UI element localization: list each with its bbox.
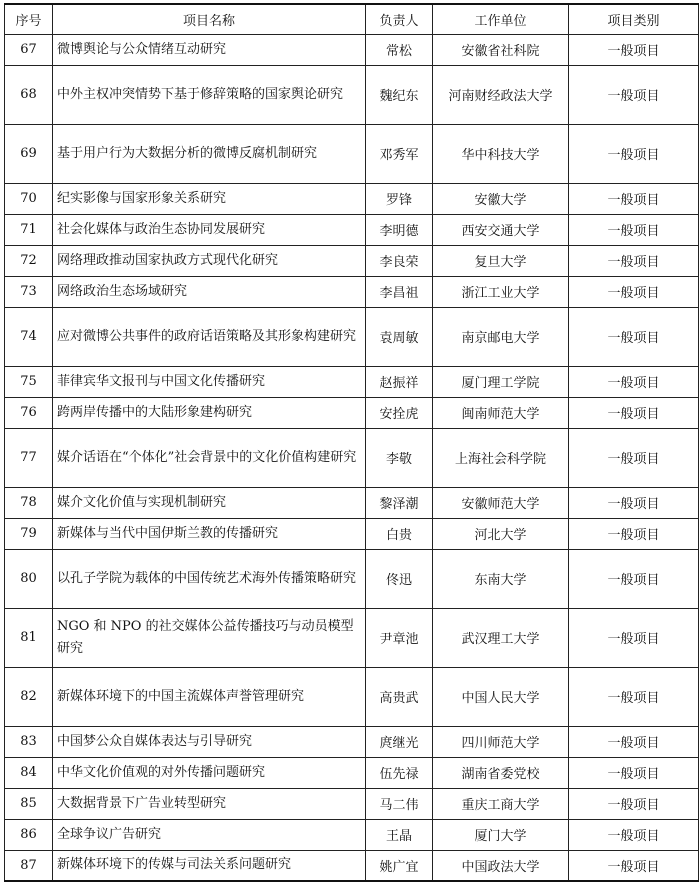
project-list-page xyxy=(4,3,698,882)
cell-title: 微博舆论与公众情绪互动研究 xyxy=(53,34,366,65)
cell-leader: 马二伟 xyxy=(366,788,433,819)
cell-unit: 厦门大学 xyxy=(433,819,569,850)
cell-unit: 浙江工业大学 xyxy=(433,276,569,307)
cell-leader: 李良荣 xyxy=(366,245,433,276)
cell-category: 一般项目 xyxy=(569,608,699,667)
cell-category: 一般项目 xyxy=(569,124,699,183)
cell-title: 大数据背景下广告业转型研究 xyxy=(53,788,366,819)
header-num: 序号 xyxy=(5,4,53,34)
cell-unit: 中国政法大学 xyxy=(433,850,569,881)
cell-unit: 湖南省委党校 xyxy=(433,757,569,788)
cell-num: 74 xyxy=(5,307,53,366)
table-row xyxy=(5,850,699,881)
project-table xyxy=(4,3,699,882)
cell-category: 一般项目 xyxy=(569,366,699,397)
cell-num: 86 xyxy=(5,819,53,850)
cell-title: 应对微博公共事件的政府话语策略及其形象构建研究 xyxy=(53,307,366,366)
cell-category: 一般项目 xyxy=(569,307,699,366)
cell-num: 70 xyxy=(5,183,53,214)
cell-category: 一般项目 xyxy=(569,726,699,757)
cell-unit: 四川师范大学 xyxy=(433,726,569,757)
cell-leader: 王晶 xyxy=(366,819,433,850)
cell-leader: 佟迅 xyxy=(366,549,433,608)
table-row xyxy=(5,124,699,183)
cell-unit: 东南大学 xyxy=(433,549,569,608)
cell-title: 新媒体与当代中国伊斯兰教的传播研究 xyxy=(53,518,366,549)
cell-leader: 伍先禄 xyxy=(366,757,433,788)
table-row xyxy=(5,428,699,487)
cell-category: 一般项目 xyxy=(569,819,699,850)
cell-leader: 庹继光 xyxy=(366,726,433,757)
cell-num: 81 xyxy=(5,608,53,667)
cell-leader: 袁周敏 xyxy=(366,307,433,366)
table-row xyxy=(5,397,699,428)
cell-title: 跨两岸传播中的大陆形象建构研究 xyxy=(53,397,366,428)
cell-num: 84 xyxy=(5,757,53,788)
cell-num: 78 xyxy=(5,487,53,518)
cell-leader: 姚广宜 xyxy=(366,850,433,881)
cell-unit: 安徽大学 xyxy=(433,183,569,214)
table-body xyxy=(5,34,699,881)
cell-category: 一般项目 xyxy=(569,276,699,307)
cell-num: 72 xyxy=(5,245,53,276)
cell-title: 纪实影像与国家形象关系研究 xyxy=(53,183,366,214)
cell-num: 85 xyxy=(5,788,53,819)
cell-num: 71 xyxy=(5,214,53,245)
cell-leader: 高贵武 xyxy=(366,667,433,726)
table-row xyxy=(5,34,699,65)
cell-unit: 河北大学 xyxy=(433,518,569,549)
cell-category: 一般项目 xyxy=(569,549,699,608)
header-title: 项目名称 xyxy=(53,4,366,34)
cell-title: 新媒体环境下的中国主流媒体声誉管理研究 xyxy=(53,667,366,726)
cell-title: 媒介话语在“个体化”社会背景中的文化价值构建研究 xyxy=(53,428,366,487)
cell-unit: 安徽省社科院 xyxy=(433,34,569,65)
table-row xyxy=(5,487,699,518)
table-row xyxy=(5,307,699,366)
cell-leader: 李敬 xyxy=(366,428,433,487)
cell-title: 网络政治生态场域研究 xyxy=(53,276,366,307)
cell-title: 媒介文化价值与实现机制研究 xyxy=(53,487,366,518)
cell-title: 新媒体环境下的传媒与司法关系问题研究 xyxy=(53,850,366,881)
table-header-row xyxy=(5,4,699,34)
table-row xyxy=(5,608,699,667)
cell-num: 67 xyxy=(5,34,53,65)
cell-leader: 罗锋 xyxy=(366,183,433,214)
cell-leader: 李昌祖 xyxy=(366,276,433,307)
cell-unit: 华中科技大学 xyxy=(433,124,569,183)
table-row xyxy=(5,549,699,608)
cell-num: 83 xyxy=(5,726,53,757)
cell-category: 一般项目 xyxy=(569,65,699,124)
cell-unit: 上海社会科学院 xyxy=(433,428,569,487)
table-row xyxy=(5,276,699,307)
cell-category: 一般项目 xyxy=(569,183,699,214)
cell-num: 69 xyxy=(5,124,53,183)
cell-leader: 邓秀军 xyxy=(366,124,433,183)
cell-num: 79 xyxy=(5,518,53,549)
cell-num: 75 xyxy=(5,366,53,397)
cell-title: 基于用户行为大数据分析的微博反腐机制研究 xyxy=(53,124,366,183)
cell-title: 全球争议广告研究 xyxy=(53,819,366,850)
cell-category: 一般项目 xyxy=(569,397,699,428)
cell-leader: 安拴虎 xyxy=(366,397,433,428)
cell-unit: 河南财经政法大学 xyxy=(433,65,569,124)
cell-category: 一般项目 xyxy=(569,850,699,881)
table-row xyxy=(5,65,699,124)
cell-unit: 南京邮电大学 xyxy=(433,307,569,366)
table-row xyxy=(5,819,699,850)
table-row xyxy=(5,726,699,757)
table-row xyxy=(5,245,699,276)
cell-category: 一般项目 xyxy=(569,757,699,788)
cell-category: 一般项目 xyxy=(569,518,699,549)
cell-num: 77 xyxy=(5,428,53,487)
table-row xyxy=(5,788,699,819)
cell-category: 一般项目 xyxy=(569,487,699,518)
cell-title: 中华文化价值观的对外传播问题研究 xyxy=(53,757,366,788)
cell-title: NGO 和 NPO 的社交媒体公益传播技巧与动员模型研究 xyxy=(53,608,366,667)
cell-category: 一般项目 xyxy=(569,214,699,245)
table-row xyxy=(5,366,699,397)
cell-num: 73 xyxy=(5,276,53,307)
cell-category: 一般项目 xyxy=(569,245,699,276)
cell-unit: 厦门理工学院 xyxy=(433,366,569,397)
cell-unit: 西安交通大学 xyxy=(433,214,569,245)
cell-title: 社会化媒体与政治生态协同发展研究 xyxy=(53,214,366,245)
table-row xyxy=(5,183,699,214)
table-row xyxy=(5,667,699,726)
cell-num: 82 xyxy=(5,667,53,726)
cell-title: 网络理政推动国家执政方式现代化研究 xyxy=(53,245,366,276)
cell-category: 一般项目 xyxy=(569,34,699,65)
cell-unit: 重庆工商大学 xyxy=(433,788,569,819)
cell-unit: 中国人民大学 xyxy=(433,667,569,726)
cell-num: 80 xyxy=(5,549,53,608)
cell-unit: 武汉理工大学 xyxy=(433,608,569,667)
cell-leader: 黎泽潮 xyxy=(366,487,433,518)
cell-title: 中外主权冲突情势下基于修辞策略的国家舆论研究 xyxy=(53,65,366,124)
header-category: 项目类别 xyxy=(569,4,699,34)
cell-num: 87 xyxy=(5,850,53,881)
cell-leader: 尹章池 xyxy=(366,608,433,667)
cell-leader: 李明德 xyxy=(366,214,433,245)
cell-title: 以孔子学院为载体的中国传统艺术海外传播策略研究 xyxy=(53,549,366,608)
cell-category: 一般项目 xyxy=(569,667,699,726)
table-row xyxy=(5,214,699,245)
cell-unit: 复旦大学 xyxy=(433,245,569,276)
cell-title: 中国梦公众自媒体表达与引导研究 xyxy=(53,726,366,757)
cell-title: 菲律宾华文报刊与中国文化传播研究 xyxy=(53,366,366,397)
cell-num: 76 xyxy=(5,397,53,428)
table-row xyxy=(5,757,699,788)
cell-leader: 赵振祥 xyxy=(366,366,433,397)
header-unit: 工作单位 xyxy=(433,4,569,34)
cell-category: 一般项目 xyxy=(569,788,699,819)
cell-unit: 闽南师范大学 xyxy=(433,397,569,428)
cell-leader: 白贵 xyxy=(366,518,433,549)
cell-num: 68 xyxy=(5,65,53,124)
header-leader: 负责人 xyxy=(366,4,433,34)
cell-leader: 魏纪东 xyxy=(366,65,433,124)
cell-unit: 安徽师范大学 xyxy=(433,487,569,518)
cell-leader: 常松 xyxy=(366,34,433,65)
table-row xyxy=(5,518,699,549)
cell-category: 一般项目 xyxy=(569,428,699,487)
